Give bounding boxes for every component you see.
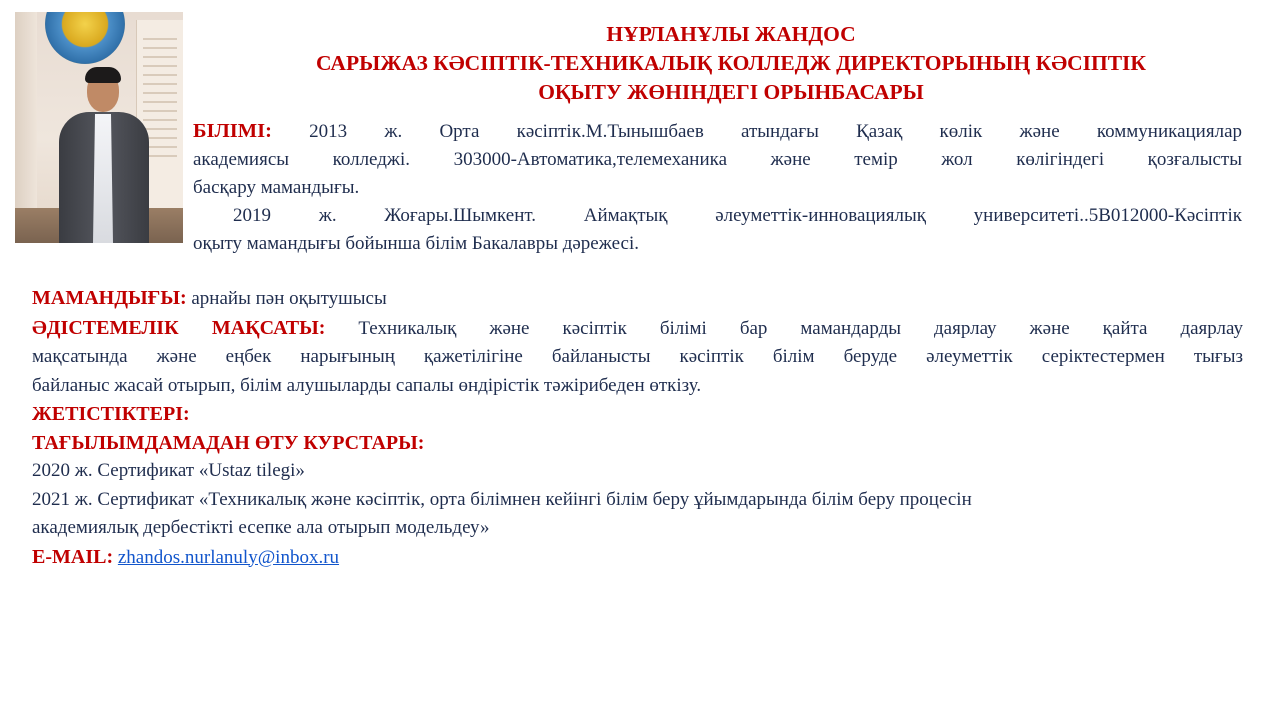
education-line5: оқыту мамандығы бойынша білім Бакалавры дәрежесі. [193, 233, 639, 254]
education-section [193, 117, 1242, 258]
specialty-label: МАМАНДЫҒЫ: [32, 287, 187, 309]
page-header [190, 20, 1272, 107]
achievements-label: ЖЕТІСТІКТЕРІ: [32, 403, 190, 425]
course-item-1: 2020 ж. Сертификат «Ustaz tilegi» [32, 460, 305, 481]
specialty-row [32, 284, 1243, 314]
person-hair [85, 67, 121, 83]
position-title-line1: САРЫЖАЗ КӘСІПТІК-ТЕХНИКАЛЫҚ КОЛЛЕДЖ ДИРЕКТОРЫНЫҢ КӘСІПТІК [315, 51, 1147, 75]
email-row [32, 543, 1243, 573]
email-link[interactable]: zhandos.nurlanuly@inbox.ru [117, 546, 340, 568]
details-section [32, 284, 1243, 572]
position-title-line2: ОҚЫТУ ЖӨНІНДЕГІ ОРЫНБАСАРЫ [538, 80, 924, 104]
course-item-2-line2: академиялық дербестікті есепке ала отырып модельдеу» [32, 517, 490, 538]
specialty-value: арнайы пән оқытушысы [191, 288, 387, 309]
state-emblem [45, 12, 125, 64]
methodical-goal-row [32, 314, 1243, 344]
email-label: E-MAIL: [32, 545, 114, 568]
course-item-2-line1: 2021 ж. Сертификат «Техникалық және кәсіптік, орта білімнен кейінгі білім беру ұйымдарында білім беру процесін [32, 488, 972, 510]
education-line1: 2013 ж. Орта кәсіптік.М.Тынышбаев атындағы Қазақ көлік және коммуникациялар [309, 121, 1243, 142]
methodical-goal-line1: Техникалық және кәсіптік білімі бар мамандарды даярлау және қайта даярлау [358, 317, 1243, 339]
courses-label: ТАҒЫЛЫМДАМАДАН ӨТУ КУРСТАРЫ: [32, 431, 425, 454]
methodical-goal-label: ӘДІСТЕМЕЛІК МАҚСАТЫ: [32, 316, 326, 339]
person-shirt [93, 114, 113, 243]
portrait-photo [15, 12, 183, 243]
education-line4: 2019 ж. Жоғары.Шымкент. Аймақтық әлеуметтік-инновациялық университеті..5В012000-Кәсіптік [233, 205, 1242, 226]
person-name: НҰРЛАНҰЛЫ ЖАНДОС [606, 22, 856, 46]
education-line3: басқару мамандығы. [193, 177, 360, 198]
education-label: БІЛІМІ: [193, 120, 272, 142]
methodical-goal-line3: байланыс жасай отырып, білім алушыларды сапалы өндірістік тәжірибеден өткізу. [32, 374, 702, 396]
education-line2: академиясы колледжі. 303000-Автоматика,телемеханика және темір жол көлігіндегі қозғалысты [193, 149, 1242, 170]
methodical-goal-line2: мақсатында және еңбек нарығының қажетілігіне байланысты кәсіптік білім беруде әлеуметтік серіктестермен тығыз [32, 346, 1243, 367]
